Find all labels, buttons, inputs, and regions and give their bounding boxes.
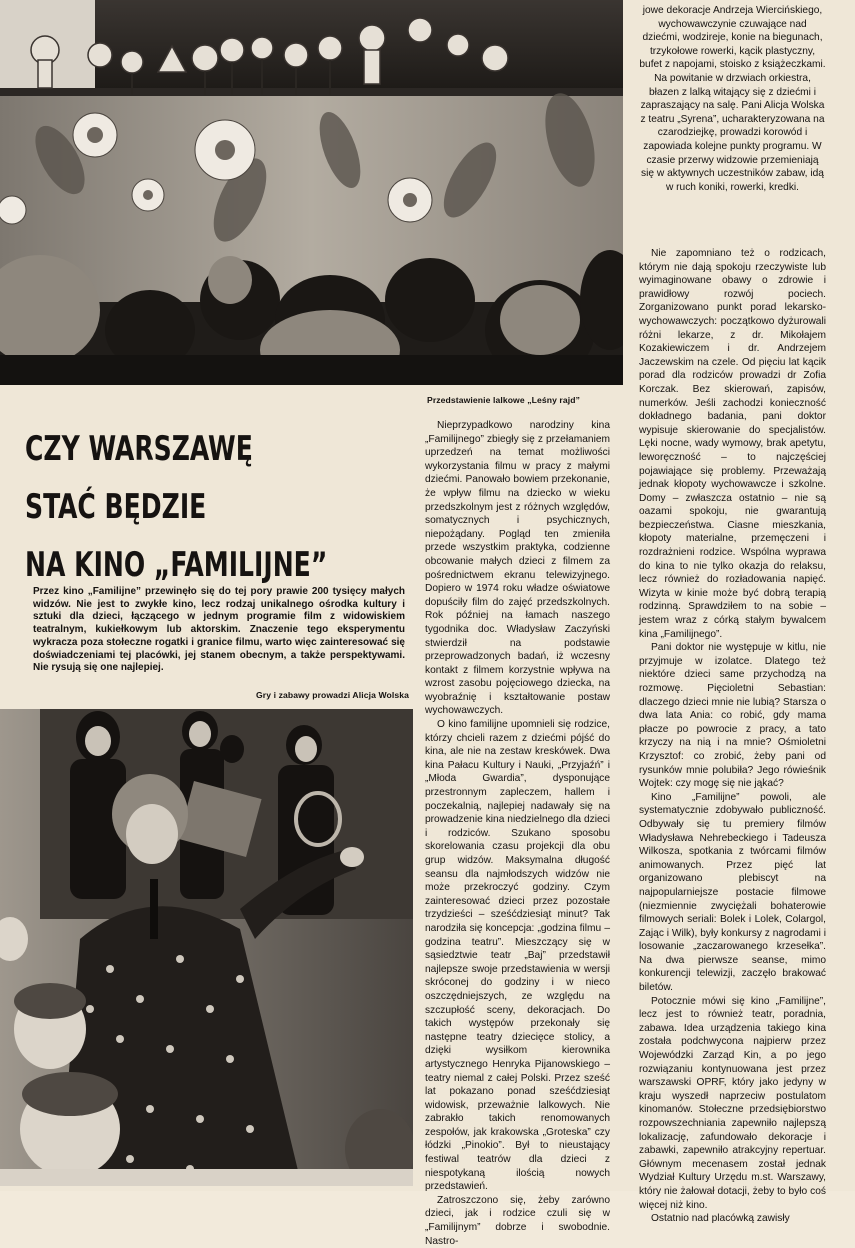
article-headline <box>25 420 345 594</box>
article-column-middle <box>425 419 610 1248</box>
paragraph: Nieprzypadkowo narodziny kina „Familijnego” zbiegły się z przełamaniem uprzedzeń na temat możliwości wykorzystania filmu w pracy z małymi dziećmi. Panowało bowiem przekonanie, że wpływ filmu na dziecko w wieku przedszkolnym jest z różnych względów, somatycznych i psychicznych, niepożądany. Pogląd ten zmieniła przede wszystkim praktyka, codzienne obcowanie małych dzieci z filmem za pośrednictwem ekranu telewizyjnego. Dopiero w 1974 roku władze oświatowe dopuściły film do zajęć przedszkolnych. Rok później na łamach naszego tygodnika doc. Władysław Zaczyński stwierdził na podstawie przeprowadzonych badań, iż wczesny kontakt z filmem korzystnie wpływa na wzrost zasobu pojęciowego dziecka, na wyobraźnię i kształtowanie postaw wychowawczych. <box>425 420 610 717</box>
paragraph: Nie zapomniano też o rodzicach, którym nie dają spokoju rzeczywiste lub wyimaginowane obawy o zdrowie i prawidłowy rozwój pociech. Zorganizowano punkt porad lekarsko-wychowawczych: początkowo dyżurowali różni lekarze, z dr. Mikołajem Kozakiewiczem i dr. Andrzejem Jaczewskim na czele. Od pięciu lat kącik porad dla rodziców prowadzi dr Zofia Korczak. Bez skierowań, zapisów, numerków. Jeśli zachodzi konieczność dokładnego badania, pani doktor wypisuje skierowanie do specjalistów. Lęki nocne, wady wymowy, brak apetytu, leworęczność – to najczęściej pojawiające się problemy. Przeważają jednak kłopoty wychowawcze i szkolne. Domy – zwłaszcza ostatnio – nie są oazami spokoju, nie gwarantują bezpieczeństwa. Ciasne mieszkania, kłopoty materialne, przemęczeni i rozdrażnieni rodzice. Wspólna wyprawa do kina to nie tylko okazja do relaksu, lecz również do rozładowania napięć. Wizyta w kinie może być dobrą terapią rodzinną. Sprawdziłem to na sobie – jestem wraz z córką stałym bywalcem kina „Familijnego”. <box>639 248 826 640</box>
paragraph: Potocznie mówi się kino „Familijne”, lecz jest to również teatr, poradnia, zabawa. Idea urządzenia takiego kina została podchwycona najpierw przez Wojewódzki Zarząd Kin, a po jego rozwiązaniu kontynuowana jest przez warszawski OPRF, który jako jedyny w kraju wyszedł naprzeciw postulatom kinomanów. Stołeczne przedsiębiorstwo rozpowszechniania zapewniło najlepszą lokalizację, zafundowało dekoracje i zabawki, zapewniło atrakcyjny repertuar. Głównym mecenasem został jednak Wydział Kultury Urzędu m.st. Warszawy, który nie żałował dotacji, żeby to było coś więcej niż kino. <box>639 995 826 1211</box>
article-column-right <box>639 247 826 1226</box>
paragraph: O kino familijne upomnieli się rodzice, którzy chcieli razem z dziećmi pójść do kina, ale nie na zestaw kreskówek. Dwa kina Pałacu Kultury i Nauki, „Przyjaźń” i „Młoda Gwardia”, dysponujące przestronnym zapleczem, hallem i poczekalnią, najlepiej nadawały się na prowadzenie kina niedzielnego dla dzieci i rodziców. Szukano sposobu skorelowania czasu projekcji dla obu grup widzów. Maksymalna długość seansu dla najmłodszych widzów nie może przekroczyć godziny. Czym zainteresować dzieci przez pozostałe trzydzieści – sześćdziesiąt minut? Tak narodziła się koncepcja: „godzina filmu – godzina teatru”. Mieszczący się w sąsiedztwie teatr „Baj” przedstawił najlepsze swoje przedstawienia w wersji skróconej do godziny i w nieco oszczędniejszych, ze względu na szczupłość sceny, dekoracjach. Do takich występów przekonały się następne teatry dziecięce stolicy, a dzięki wysiłkom kierownika artystycznego Henryka Pijanowskiego – teatry niemal z całej Polski. Przez sześć lat pokazano ponad sześćdziesiąt widowisk, przeważnie lalkowych. Nie zabrakło takich renomowanych zespołów, jak krakowska „Groteska” czy łódzki „Pinokio”. Był to nieustający festiwal teatrów dla dzieci z niespotykaną ilością nowych przedstawień. <box>425 719 610 1193</box>
games-photo <box>0 709 413 1186</box>
headline-line-2: STAĆ BĘDZIE <box>25 487 207 527</box>
photo-caption-top: Przedstawienie lalkowe „Leśny rajd” <box>427 395 580 405</box>
article-column-right-top <box>639 4 826 194</box>
article-lead: Przez kino „Familijne” przewinęło się do tej pory prawie 200 tysięcy małych widzów. Nie jest to zwykłe kino, lecz rodzaj unikalnego ośrodka kultury i sztuki dla dzieci, łączącego w jednym programie film z widowiskiem teatralnym, kukiełkowym lub aktorskim. Znaczenie tego eksperymentu wykracza poza stołeczne rogatki i granice filmu, warto więc zainteresować się doświadczeniami tej placówki, jej stanem obecnym, a także perspektywami. Nie rysują się one najlepiej. <box>33 586 405 674</box>
puppet-show-photo <box>0 0 623 385</box>
paragraph: Ostatnio nad placówką zawisły <box>651 1213 790 1225</box>
paragraph: Pani doktor nie występuje w kitlu, nie przyjmuje w izolatce. Dlatego też niektóre dzieci same przychodzą na rozmowę. Pięcioletni Sebastian: dlaczego dzieci mnie nie lubią? Starsza o dwa lata Ania: co robić, gdy mama płacze po powrocie z pracy, a tato krzyczy na nią i na mnie? Ośmioletni Krzysztof: co zrobić, żeby pani od rysunków mnie polubiła? Jego rówieśnik Wojtek: czy mogę się nie jąkać? <box>639 642 826 790</box>
photo-caption-bottom: Gry i zabawy prowadzi Alicja Wolska <box>256 690 409 700</box>
headline-line-1: CZY WARSZAWĘ <box>25 429 253 469</box>
paragraph: Zatroszczono się, żeby zarówno dzieci, jak i rodzice czuli się w „Familijnym” dobrze i swobodnie. Nastro- <box>425 1194 610 1247</box>
headline-line-3: NA KINO „FAMILIJNE” <box>25 545 328 585</box>
paragraph: jowe dekoracje Andrzeja Wiercińskiego, wychowawczynie czuwające nad dziećmi, wodzireje, konie na biegunach, trzykołowe rowerki, kącik plastyczny, bufet z napojami, stoisko z książeczkami. Na powitanie w drzwiach orkiestra, błazen z lalką witający się z dziećmi i zapraszający na salę. Pani Alicja Wolska z teatru „Syrena”, ucharakteryzowana na czarodziejkę, prowadzi korowód i zapowiada kolejne punkty programu. W czasie przerwy widzowie przemieniają się w aktywnych uczestników zabaw, idą w ruch koniki, rowerki, kredki. <box>639 5 826 193</box>
paragraph: Kino „Familijne” powoli, ale systematycznie zdobywało publiczność. Odbywały się tu premiery filmów Władysława Nehrebeckiego i Tadeusza Wilkosza, spotkania z twórcami filmów animowanych. Przez pięć lat organizowano plebiscyt na najpopularniejsze postacie filmowe (niezmiennie zwyciężali bohaterowie filmowych seriali: Bolek i Lolek, Colargol, Zając i Wilk), były konkursy z nagrodami i losowanie „zaczarowanego krzesełka”. Na dwa pierwsze seanse, mimo konkurencji telewizji, zaczęło brakować biletów. <box>639 791 826 994</box>
